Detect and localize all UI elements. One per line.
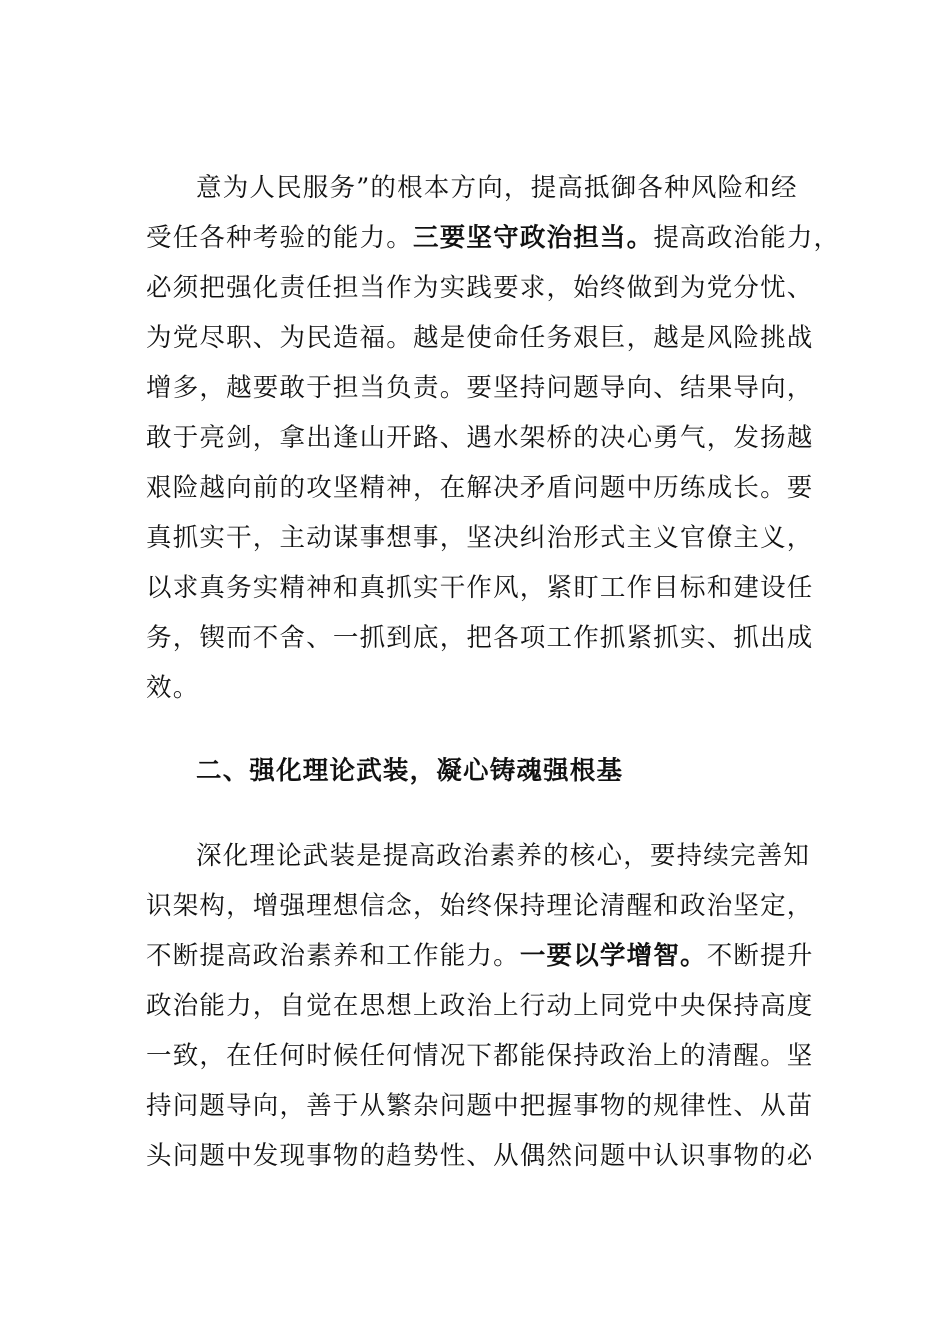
paragraph-line: 艰险越向前的攻坚精神，在解决矛盾问题中历练成长。要	[146, 473, 814, 503]
paragraph-line: 增多，越要敢于担当负责。要坚持问题导向、结果导向，	[146, 373, 814, 403]
section-heading: 二、强化理论武装，凝心铸魂强根基	[196, 756, 624, 786]
paragraph-line: 效。	[146, 673, 200, 703]
paragraph-line: 为党尽职、为民造福。越是使命任务艰巨，越是风险挑战	[146, 323, 814, 353]
paragraph-line: 真抓实干，主动谋事想事，坚决纠治形式主义官僚主义，	[146, 523, 814, 553]
bold-point: 三要坚守政治担当。	[413, 223, 654, 253]
paragraph-line: 持问题导向，善于从繁杂问题中把握事物的规律性、从苗	[146, 1091, 814, 1121]
paragraph-line: 务，锲而不舍、一抓到底，把各项工作抓紧抓实、抓出成	[146, 623, 814, 653]
paragraph-line: 必须把强化责任担当作为实践要求，始终做到为党分忧、	[146, 273, 814, 303]
bold-point: 一要以学增智。	[519, 941, 707, 971]
paragraph-line: 头问题中发现事物的趋势性、从偶然问题中认识事物的必	[146, 1141, 814, 1171]
paragraph-line: 以求真务实精神和真抓实干作风，紧盯工作目标和建设任	[146, 573, 814, 603]
text-run: 不断提高政治素养和工作能力。	[146, 941, 520, 971]
paragraph-line: 敢于亮剑，拿出逢山开路、遇水架桥的决心勇气，发扬越	[146, 423, 814, 453]
paragraph-line: 政治能力，自觉在思想上政治上行动上同党中央保持高度	[146, 991, 814, 1021]
paragraph-line: 意为人民服务”的根本方向，提高抵御各种风险和经	[196, 173, 798, 203]
paragraph-line	[146, 220, 841, 256]
paragraph-line: 深化理论武装是提高政治素养的核心，要持续完善知	[196, 841, 811, 871]
paragraph-line: 识架构，增强理想信念，始终保持理论清醒和政治坚定，	[146, 891, 814, 921]
text-run: 不断提升	[706, 941, 814, 971]
text-run: 提高政治能力，	[653, 223, 841, 253]
paragraph-line: 一致，在任何时候任何情况下都能保持政治上的清醒。坚	[146, 1041, 814, 1071]
text-run: 受任各种考验的能力。	[146, 223, 414, 253]
paragraph-line	[146, 938, 814, 974]
